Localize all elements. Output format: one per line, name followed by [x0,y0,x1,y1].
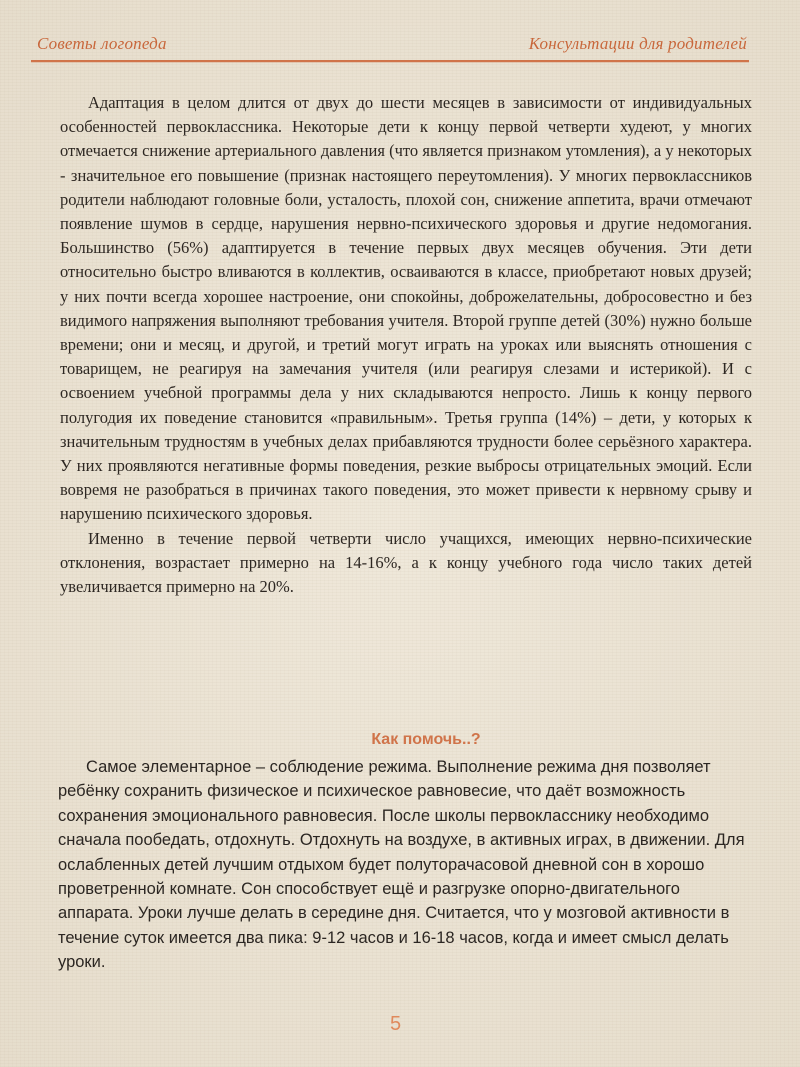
header-left-title: Советы логопеда [37,34,167,53]
header-right-title: Консультации для родителей [528,34,747,53]
paragraph-regime: Самое элементарное – соблюдение режима. Выполнение режима дня позволяет ребёнку сохранить физическое и психическое равновесие, что даёт возможность сохранения эмоционального равновесия. После школы первокласснику необходимо сначала пообедать, отдохнуть. Отдохнуть на воздухе, в активных играх, в движении. Для ослабленных детей лучшим отдыхом будет полуторачасовой дневной сон в хорошо проветренной комнате. Сон способствует ещё и разгрузке опорно-двигательного аппарата. Уроки лучше делать в середине дня. Считается, что у мозговой активности в течение суток имеется два пика: 9-12 часов и 16-18 часов, когда и имеет смысл делать уроки. [58,758,745,972]
advice-text [58,755,748,975]
paragraph-deviations: Именно в течение первой четверти число учащихся, имеющих нервно-психические отклонения, возрастает примерно на 14-16%, а к концу учебного года число таких детей увеличивается примерно на 20%. [60,528,752,597]
section-heading-how-to-help: Как помочь..? [371,731,481,748]
adaptation-text [60,91,752,599]
page-number: 5 [390,1013,402,1035]
page-header [31,30,749,62]
paragraph-adaptation: Адаптация в целом длится от двух до шести месяцев в зависимости от индивидуальных особенностей первоклассника. Некоторые дети к концу первой четверти худеют, у многих отмечается снижение артериального давления (что является признаком утомления), а у некоторых - значительное его повышение (признак настоящего переутомления). У многих первоклассников родители наблюдают головные боли, усталость, плохой сон, снижение аппетита, врачи отмечают появление шумов в сердце, нарушения нервно-психического здоровья и другие недомогания. Большинство (56%) адаптируется в течение первых двух месяцев обучения. Эти дети относительно быстро вливаются в коллектив, осваиваются в классе, приобретают новых друзей; у них почти всегда хорошее настроение, они спокойны, доброжелательны, добросовестно и без видимого напряжения выполняют требования учителя. Второй группе детей (30%) нужно больше времени; они и месяц, и другой, и третий могут играть на уроках или выяснять отношения с товарищем, не реагируя на замечания учителя (или реагируя слезами и истерикой). И с освоением учебной программы дела у них складываются непросто. Лишь к концу первого полугодия их поведение становится «правильным». Третья группа (14%) – дети, у которых к значительным трудностям в учебных делах прибавляются трудности более серьёзного характера. У них проявляются негативные формы поведения, резкие выбросы отрицательных эмоций. Если вовремя не разобраться в причинах такого поведения, это может привести к нервному срыву и нарушению психического здоровья. [60,93,752,524]
